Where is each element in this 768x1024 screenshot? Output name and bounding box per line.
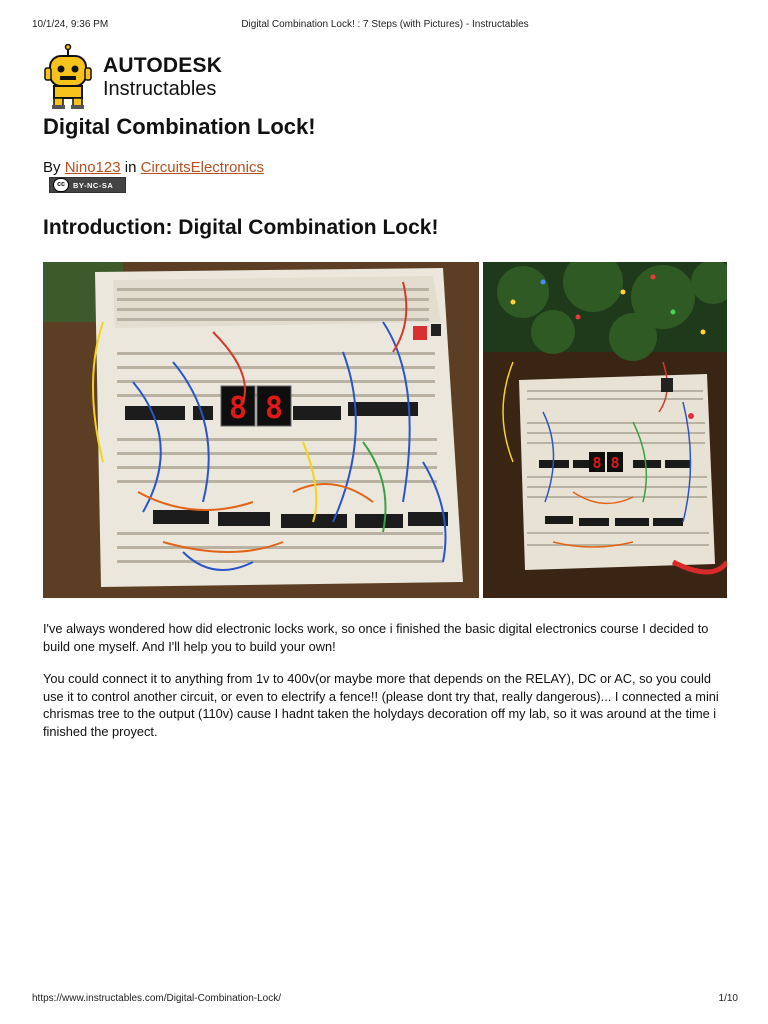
license-badge[interactable] [49,177,126,193]
breadboard-photo-closeup[interactable] [43,262,479,598]
instructables-logo[interactable] [42,44,242,110]
print-header [32,19,738,33]
seven-segment-digit-small-1: 8 [592,454,602,472]
instructables-robot-icon [42,44,92,110]
byline-prefix: By [43,159,61,176]
intro-paragraph-2: You could connect it to anything from 1v to 400v(or maybe more that depends on the RELAY), DC or AC, so you could use it to control another circuit, or even to electrify a fence!! (please dont try that, really dangerous)... I connected a mini chrismas tree to the output (110v) cause I hadnt taken the holydays decoration off my lab, so it was around at the time i finished the proyect. [43,671,719,739]
brand-instructables: Instructables [103,78,217,100]
print-datetime: 10/1/24, 9:36 PM [32,19,109,30]
category-link[interactable]: CircuitsElectronics [140,159,264,176]
page-title: Digital Combination Lock! [43,114,316,139]
print-page-title: Digital Combination Lock! : 7 Steps (with Pictures) - Instructables [241,19,529,30]
license-badge-text: BY-NC-SA [73,180,114,190]
cc-icon: cc [53,178,69,192]
intro-heading: Introduction: Digital Combination Lock! [43,216,439,239]
breadboard-photo-with-tree[interactable] [483,262,727,598]
seven-segment-digit-1: 8 [228,391,248,426]
seven-segment-digit-small-2: 8 [610,454,620,472]
brand-autodesk: AUTODESK [103,54,223,77]
byline [43,159,264,176]
author-link[interactable]: Nino123 [64,159,121,176]
intro-body [43,620,733,755]
byline-in: in [124,159,137,176]
print-page-number: 1/10 [718,993,738,1004]
intro-paragraph-1: I've always wondered how did electronic locks work, so once i finished the basic digital electronics course I decided to build one myself. And I'll help you to build your own! [43,621,709,654]
print-url: https://www.instructables.com/Digital-Combination-Lock/ [32,993,281,1004]
seven-segment-digit-2: 8 [264,391,284,426]
